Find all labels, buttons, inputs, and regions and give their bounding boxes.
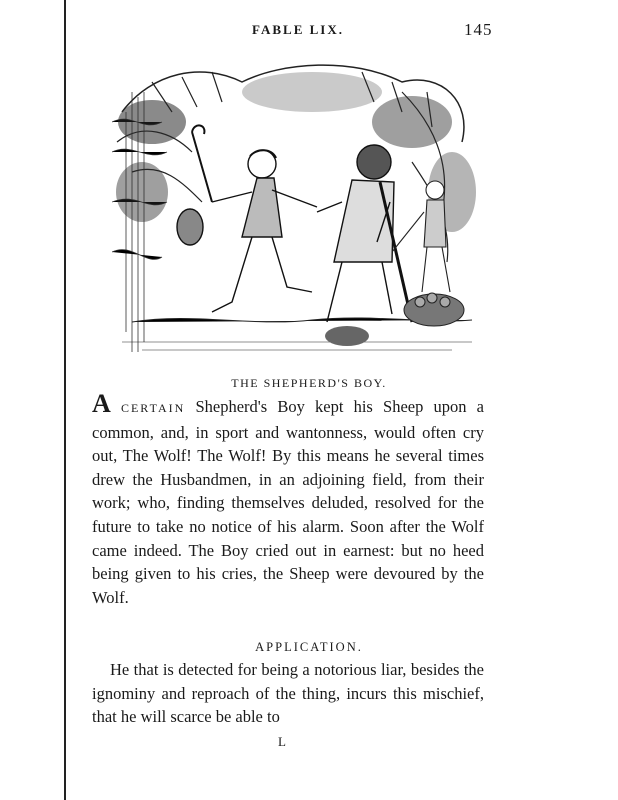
fable-title: THE SHEPHERD'S BOY. <box>231 376 387 390</box>
fable-body <box>92 389 484 609</box>
woodcut-illustration <box>112 52 480 364</box>
application-body <box>92 658 484 729</box>
running-head: FABLE LIX. <box>252 22 344 37</box>
signature-mark: L <box>278 734 286 749</box>
page-number: 145 <box>464 20 493 39</box>
fable-body-text: Shepherd's Boy kept his Sheep upon a common, and, in sport and wantonness, would often cry out, The Wolf! The Wolf! By this means he several times drew the Husbandmen, in an adjoining field, from their work; who, finding themselves deluded, resolved for the future to take no notice of his alarm. Soon after the Wolf came indeed. The Boy cried out in earnest: but no heed being given to his cries, the Sheep were devoured by the Wolf. <box>92 397 484 607</box>
opening-smallcaps: CERTAIN <box>120 401 186 415</box>
application-text: He that is detected for being a notorious liar, besides the ignominy and reproach of the thing, incurs this mischief, that he will scarce be able to <box>92 660 484 727</box>
page-header <box>0 22 618 46</box>
application-heading: APPLICATION. <box>255 640 363 654</box>
drop-cap: A <box>92 389 111 418</box>
page-binding-edge <box>64 0 66 800</box>
woodcut-engraving-icon <box>112 52 480 364</box>
